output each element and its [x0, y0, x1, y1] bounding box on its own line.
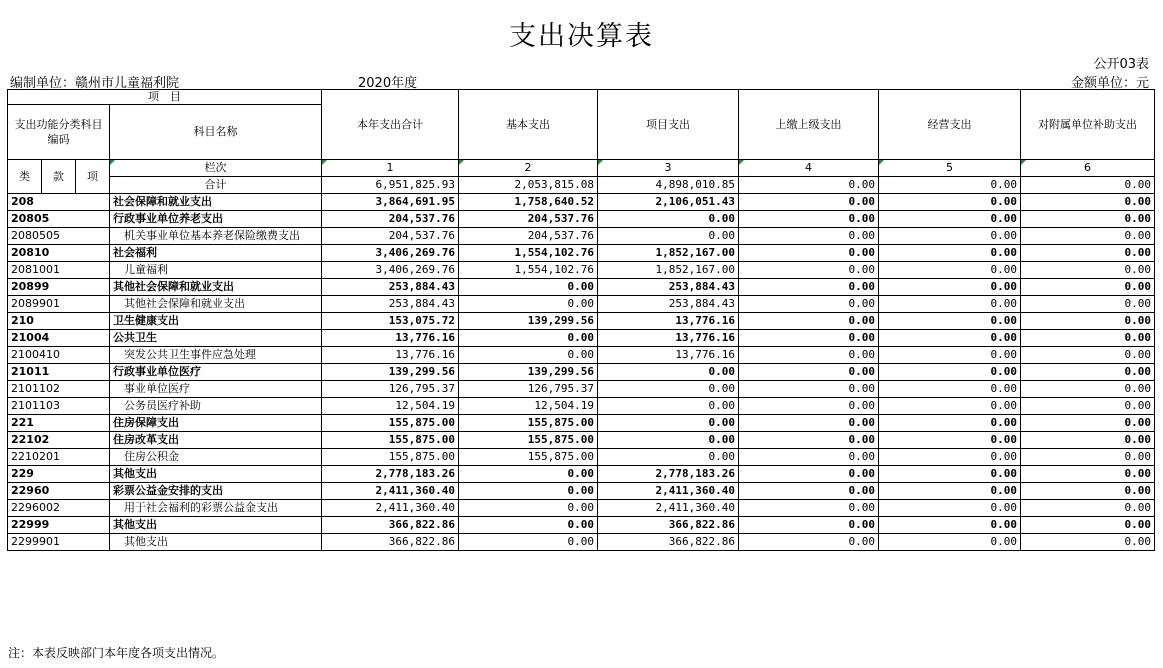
subject-name: 卫生健康支出: [110, 313, 322, 330]
amount-col-6: 0.00: [1021, 398, 1155, 415]
amount-col-1: 155,875.00: [322, 449, 459, 466]
subject-name: 其他社会保障和就业支出: [110, 296, 322, 313]
subject-code: 2100410: [8, 347, 110, 364]
kuan-header: 款: [42, 160, 76, 194]
amount-col-2: 0.00: [459, 500, 598, 517]
amount-col-6: 0.00: [1021, 211, 1155, 228]
subject-name: 其他支出: [110, 466, 322, 483]
amount-col-3: 366,822.86: [598, 534, 739, 551]
amount-col-6: 0.00: [1021, 313, 1155, 330]
subject-code: 22999: [8, 517, 110, 534]
table-row: [8, 432, 1155, 449]
amount-col-5: 0.00: [879, 262, 1021, 279]
amount-col-5: 0.00: [879, 330, 1021, 347]
amount-col-2: 0.00: [459, 466, 598, 483]
amount-col-5: 0.00: [879, 279, 1021, 296]
xiang-header: 项: [76, 160, 110, 194]
table-row: [8, 517, 1155, 534]
amount-col-4: 0.00: [739, 245, 879, 262]
amount-col-1: 253,884.43: [322, 279, 459, 296]
amount-col-5: 0.00: [879, 517, 1021, 534]
form-number: 公开03表: [1093, 57, 1149, 72]
amount-col-6: 0.00: [1021, 483, 1155, 500]
amount-col-1: 3,406,269.76: [322, 262, 459, 279]
amount-col-4: 0.00: [739, 381, 879, 398]
subject-code: 2089901: [8, 296, 110, 313]
subject-name: 用于社会福利的彩票公益金支出: [110, 500, 322, 517]
amount-col-1: 126,795.37: [322, 381, 459, 398]
subject-name: 其他社会保障和就业支出: [110, 279, 322, 296]
amount-col-6: 0.00: [1021, 262, 1155, 279]
subject-name: 社会福利: [110, 245, 322, 262]
amount-col-1: 366,822.86: [322, 517, 459, 534]
amount-col-5: 0.00: [879, 500, 1021, 517]
total-value-1: 6,951,825.93: [322, 177, 459, 194]
amount-col-1: 3,406,269.76: [322, 245, 459, 262]
amount-col-6: 0.00: [1021, 466, 1155, 483]
total-value-6: 0.00: [1021, 177, 1155, 194]
func-code-header: 支出功能分类科目编码: [8, 105, 110, 160]
subject-code: 2081001: [8, 262, 110, 279]
subject-name: 其他支出: [110, 517, 322, 534]
subject-code: 20805: [8, 211, 110, 228]
amount-col-4: 0.00: [739, 500, 879, 517]
amount-col-4: 0.00: [739, 517, 879, 534]
amount-col-4: 0.00: [739, 211, 879, 228]
footnote: 注：本表反映部门本年度各项支出情况。: [8, 646, 225, 660]
total-value-5: 0.00: [879, 177, 1021, 194]
col-header-3: 项目支出: [598, 90, 739, 160]
expenditure-table: [7, 89, 1155, 551]
amount-col-5: 0.00: [879, 534, 1021, 551]
table-row: [8, 194, 1155, 211]
subject-name: 突发公共卫生事件应急处理: [110, 347, 322, 364]
amount-col-1: 253,884.43: [322, 296, 459, 313]
subject-code: 21011: [8, 364, 110, 381]
amount-col-2: 155,875.00: [459, 449, 598, 466]
amount-col-5: 0.00: [879, 313, 1021, 330]
amount-col-1: 2,411,360.40: [322, 500, 459, 517]
amount-col-3: 13,776.16: [598, 330, 739, 347]
subject-code: 2210201: [8, 449, 110, 466]
table-row: [8, 415, 1155, 432]
subject-name: 行政事业单位养老支出: [110, 211, 322, 228]
subject-code: 2101102: [8, 381, 110, 398]
table-row: [8, 296, 1155, 313]
amount-col-3: 0.00: [598, 398, 739, 415]
subject-code: 2080505: [8, 228, 110, 245]
subject-code: 21004: [8, 330, 110, 347]
amount-col-3: 0.00: [598, 381, 739, 398]
amount-col-1: 12,504.19: [322, 398, 459, 415]
table-row: [8, 211, 1155, 228]
total-label: 合计: [110, 177, 322, 194]
subject-name: 彩票公益金安排的支出: [110, 483, 322, 500]
amount-col-5: 0.00: [879, 228, 1021, 245]
subject-code: 22960: [8, 483, 110, 500]
amount-col-4: 0.00: [739, 432, 879, 449]
amount-col-2: 1,758,640.52: [459, 194, 598, 211]
compiling-unit: 编制单位：赣州市儿童福利院: [10, 76, 180, 91]
amount-col-5: 0.00: [879, 347, 1021, 364]
total-value-4: 0.00: [739, 177, 879, 194]
amount-col-3: 366,822.86: [598, 517, 739, 534]
amount-col-5: 0.00: [879, 194, 1021, 211]
amount-col-2: 139,299.56: [459, 364, 598, 381]
amount-col-1: 2,778,183.26: [322, 466, 459, 483]
amount-col-2: 204,537.76: [459, 228, 598, 245]
amount-col-6: 0.00: [1021, 330, 1155, 347]
amount-col-6: 0.00: [1021, 432, 1155, 449]
subject-name: 机关事业单位基本养老保险缴费支出: [110, 228, 322, 245]
amount-col-1: 2,411,360.40: [322, 483, 459, 500]
amount-col-6: 0.00: [1021, 347, 1155, 364]
amount-col-2: 0.00: [459, 296, 598, 313]
amount-col-5: 0.00: [879, 415, 1021, 432]
table-row: [8, 347, 1155, 364]
amount-col-1: 3,864,691.95: [322, 194, 459, 211]
amount-col-4: 0.00: [739, 194, 879, 211]
amount-col-6: 0.00: [1021, 381, 1155, 398]
amount-col-4: 0.00: [739, 262, 879, 279]
table-row: [8, 449, 1155, 466]
amount-col-2: 155,875.00: [459, 415, 598, 432]
amount-col-3: 13,776.16: [598, 347, 739, 364]
subject-name: 事业单位医疗: [110, 381, 322, 398]
amount-col-5: 0.00: [879, 432, 1021, 449]
report-title: 支出决算表: [509, 21, 654, 52]
amount-col-4: 0.00: [739, 415, 879, 432]
amount-col-4: 0.00: [739, 449, 879, 466]
table-row: [8, 245, 1155, 262]
subject-code: 210: [8, 313, 110, 330]
header-row-lanci: [8, 160, 1155, 177]
amount-col-6: 0.00: [1021, 449, 1155, 466]
amount-col-3: 0.00: [598, 432, 739, 449]
subject-name: 行政事业单位医疗: [110, 364, 322, 381]
table-row: [8, 500, 1155, 517]
amount-col-6: 0.00: [1021, 415, 1155, 432]
subject-code: 22102: [8, 432, 110, 449]
table-row: [8, 364, 1155, 381]
col-header-1: 本年支出合计: [322, 90, 459, 160]
amount-col-4: 0.00: [739, 398, 879, 415]
col-header-5: 经营支出: [879, 90, 1021, 160]
amount-col-3: 13,776.16: [598, 313, 739, 330]
col-number-1: 1: [322, 160, 459, 177]
total-row: [8, 177, 1155, 194]
amount-col-1: 204,537.76: [322, 228, 459, 245]
amount-col-3: 253,884.43: [598, 279, 739, 296]
amount-col-6: 0.00: [1021, 534, 1155, 551]
amount-col-6: 0.00: [1021, 296, 1155, 313]
header-row-item: [8, 90, 1155, 105]
table-row: [8, 313, 1155, 330]
amount-col-5: 0.00: [879, 364, 1021, 381]
item-header: 项 目: [8, 90, 322, 105]
amount-col-2: 204,537.76: [459, 211, 598, 228]
total-value-2: 2,053,815.08: [459, 177, 598, 194]
amount-col-5: 0.00: [879, 466, 1021, 483]
amount-col-3: 0.00: [598, 211, 739, 228]
subject-code: 221: [8, 415, 110, 432]
subject-code: 20899: [8, 279, 110, 296]
lanci-header: 栏次: [110, 160, 322, 177]
col-number-5: 5: [879, 160, 1021, 177]
col-number-6: 6: [1021, 160, 1155, 177]
amount-col-5: 0.00: [879, 398, 1021, 415]
subject-name: 住房保障支出: [110, 415, 322, 432]
amount-col-3: 0.00: [598, 228, 739, 245]
subject-name-header: 科目名称: [110, 105, 322, 160]
amount-col-3: 2,778,183.26: [598, 466, 739, 483]
amount-col-3: 1,852,167.00: [598, 245, 739, 262]
amount-col-2: 0.00: [459, 517, 598, 534]
col-header-6: 对附属单位补助支出: [1021, 90, 1155, 160]
amount-col-2: 139,299.56: [459, 313, 598, 330]
amount-col-4: 0.00: [739, 466, 879, 483]
total-value-3: 4,898,010.85: [598, 177, 739, 194]
table-row: [8, 279, 1155, 296]
amount-col-6: 0.00: [1021, 279, 1155, 296]
col-number-2: 2: [459, 160, 598, 177]
amount-col-1: 155,875.00: [322, 415, 459, 432]
amount-col-4: 0.00: [739, 534, 879, 551]
amount-col-3: 2,411,360.40: [598, 500, 739, 517]
amount-col-2: 1,554,102.76: [459, 245, 598, 262]
report-year: 2020年度: [358, 76, 418, 91]
subject-name: 住房公积金: [110, 449, 322, 466]
amount-col-6: 0.00: [1021, 245, 1155, 262]
currency-unit: 金额单位：元: [1070, 76, 1149, 91]
subject-name: 公务员医疗补助: [110, 398, 322, 415]
subject-name: 儿童福利: [110, 262, 322, 279]
amount-col-2: 0.00: [459, 347, 598, 364]
amount-col-4: 0.00: [739, 296, 879, 313]
amount-col-2: 0.00: [459, 330, 598, 347]
table-row: [8, 228, 1155, 245]
amount-col-1: 204,537.76: [322, 211, 459, 228]
col-number-4: 4: [739, 160, 879, 177]
amount-col-1: 155,875.00: [322, 432, 459, 449]
table-row: [8, 330, 1155, 347]
table-row: [8, 262, 1155, 279]
col-number-3: 3: [598, 160, 739, 177]
amount-col-4: 0.00: [739, 330, 879, 347]
amount-col-4: 0.00: [739, 483, 879, 500]
amount-col-3: 2,106,051.43: [598, 194, 739, 211]
amount-col-2: 155,875.00: [459, 432, 598, 449]
amount-col-5: 0.00: [879, 449, 1021, 466]
amount-col-3: 0.00: [598, 415, 739, 432]
table-row: [8, 398, 1155, 415]
amount-col-5: 0.00: [879, 483, 1021, 500]
col-header-2: 基本支出: [459, 90, 598, 160]
amount-col-5: 0.00: [879, 245, 1021, 262]
amount-col-2: 0.00: [459, 483, 598, 500]
col-header-4: 上缴上级支出: [739, 90, 879, 160]
subject-code: 2296002: [8, 500, 110, 517]
amount-col-6: 0.00: [1021, 364, 1155, 381]
amount-col-2: 12,504.19: [459, 398, 598, 415]
amount-col-4: 0.00: [739, 313, 879, 330]
amount-col-6: 0.00: [1021, 194, 1155, 211]
amount-col-4: 0.00: [739, 347, 879, 364]
table-row: [8, 466, 1155, 483]
amount-col-3: 0.00: [598, 364, 739, 381]
amount-col-1: 153,075.72: [322, 313, 459, 330]
amount-col-1: 13,776.16: [322, 330, 459, 347]
subject-code: 2101103: [8, 398, 110, 415]
amount-col-1: 13,776.16: [322, 347, 459, 364]
amount-col-6: 0.00: [1021, 500, 1155, 517]
table-row: [8, 534, 1155, 551]
subject-code: 208: [8, 194, 110, 211]
amount-col-2: 0.00: [459, 534, 598, 551]
subject-name: 其他支出: [110, 534, 322, 551]
subject-name: 公共卫生: [110, 330, 322, 347]
amount-col-3: 1,852,167.00: [598, 262, 739, 279]
subject-code: 229: [8, 466, 110, 483]
amount-col-6: 0.00: [1021, 517, 1155, 534]
subject-name: 住房改革支出: [110, 432, 322, 449]
amount-col-2: 1,554,102.76: [459, 262, 598, 279]
amount-col-4: 0.00: [739, 279, 879, 296]
amount-col-4: 0.00: [739, 228, 879, 245]
subject-name: 社会保障和就业支出: [110, 194, 322, 211]
amount-col-2: 126,795.37: [459, 381, 598, 398]
amount-col-6: 0.00: [1021, 228, 1155, 245]
amount-col-1: 139,299.56: [322, 364, 459, 381]
lei-header: 类: [8, 160, 42, 194]
amount-col-4: 0.00: [739, 364, 879, 381]
subject-code: 20810: [8, 245, 110, 262]
amount-col-1: 366,822.86: [322, 534, 459, 551]
amount-col-3: 0.00: [598, 449, 739, 466]
subject-code: 2299901: [8, 534, 110, 551]
amount-col-3: 253,884.43: [598, 296, 739, 313]
amount-col-5: 0.00: [879, 211, 1021, 228]
amount-col-3: 2,411,360.40: [598, 483, 739, 500]
table-row: [8, 483, 1155, 500]
amount-col-2: 0.00: [459, 279, 598, 296]
amount-col-5: 0.00: [879, 381, 1021, 398]
amount-col-5: 0.00: [879, 296, 1021, 313]
table-row: [8, 381, 1155, 398]
